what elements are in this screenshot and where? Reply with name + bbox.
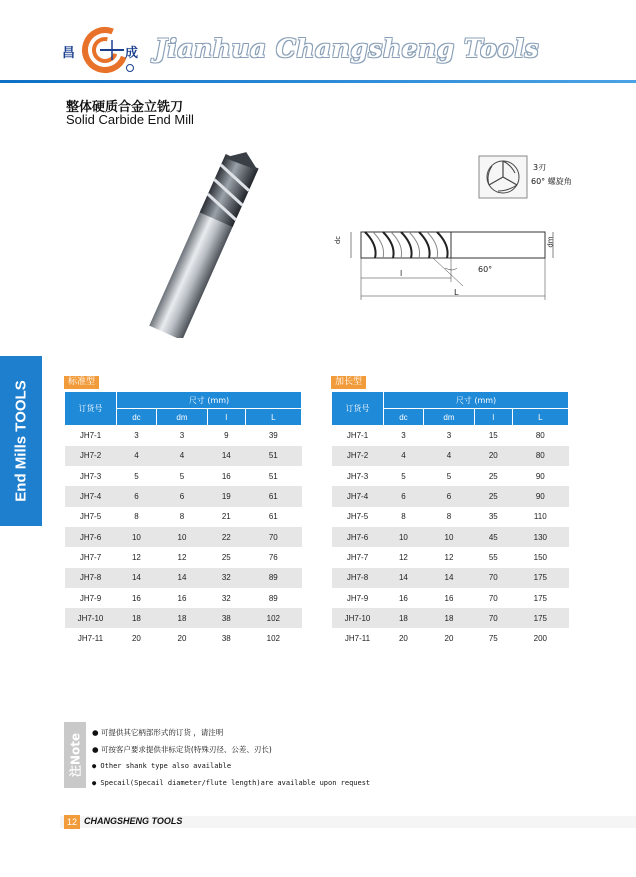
page-header xyxy=(0,0,636,84)
col-L-header: L xyxy=(245,409,301,426)
dimension-cell: 4 xyxy=(384,446,424,466)
col-order-header: 订货号 xyxy=(65,392,117,426)
dimension-cell: 70 xyxy=(245,527,301,547)
dimension-cell: 76 xyxy=(268,552,278,562)
dimension-cell: 8 xyxy=(134,512,139,522)
dimension-cell: 10 xyxy=(384,527,424,547)
table-standard xyxy=(64,391,302,649)
dimension-cell: 5 xyxy=(179,471,185,481)
dimension-cell: 8 xyxy=(401,512,406,522)
order-code-cell: JH7-9 xyxy=(79,593,102,603)
table-row xyxy=(332,507,569,527)
table-row xyxy=(332,588,569,608)
dimension-cell: 175 xyxy=(533,593,547,603)
note-line-2: ● 可按客户要求提供非标定货(特殊刃径、公差、刃长) xyxy=(92,745,272,754)
dimension-cell: 14 xyxy=(208,446,246,466)
order-code-cell: JH7-7 xyxy=(79,552,102,562)
note-tab-label: 注Note xyxy=(68,732,83,778)
dimension-cell: 38 xyxy=(208,608,246,628)
col-size-header: 尺寸 (mm) xyxy=(384,392,569,409)
table-row xyxy=(65,547,302,567)
dimension-cell: 51 xyxy=(245,446,301,466)
dimension-cell: 18 xyxy=(117,608,157,628)
dimension-cell: 5 xyxy=(446,471,452,481)
dimension-cell: 12 xyxy=(398,552,408,562)
dimension-cell: 110 xyxy=(533,512,547,522)
table-row xyxy=(332,466,569,486)
dimension-cell: 55 xyxy=(488,552,498,562)
table-row xyxy=(332,547,569,567)
dim-l-label: l xyxy=(400,269,403,278)
table-long-label: 加长型 xyxy=(331,376,366,389)
dimension-cell: 61 xyxy=(268,512,278,522)
logo-text-left: 昌 xyxy=(62,46,76,61)
page-title-en: Solid Carbide End Mill xyxy=(66,112,194,127)
col-dc-header: dc xyxy=(384,409,424,426)
col-dc-header: dc xyxy=(117,409,157,426)
dimension-cell: 200 xyxy=(533,634,547,644)
dimension-cell: 12 xyxy=(444,552,454,562)
table-row xyxy=(332,527,569,547)
dimension-cell: 80 xyxy=(512,446,568,466)
order-code-cell: JH7-6 xyxy=(65,527,117,547)
dimension-cell: 22 xyxy=(208,527,246,547)
col-l-header: l xyxy=(475,409,513,426)
dimension-cell: 3 xyxy=(179,431,185,441)
dimension-cell: 4 xyxy=(156,446,207,466)
dimension-cell: 8 xyxy=(446,512,452,522)
dimension-cell: 14 xyxy=(384,568,424,588)
dimension-cell: 51 xyxy=(268,471,278,481)
table-row xyxy=(65,608,302,628)
page-title-cn: 整体硬质合金立铣刀 xyxy=(66,100,184,115)
dimension-cell: 21 xyxy=(221,512,231,522)
order-code-cell: JH7-2 xyxy=(332,446,384,466)
order-code-cell: JH7-8 xyxy=(332,568,384,588)
dimension-cell: 102 xyxy=(266,634,280,644)
dimension-cell: 18 xyxy=(156,608,207,628)
dimension-cell: 5 xyxy=(134,471,139,481)
helix-angle-label: 60° 螺旋角 xyxy=(531,177,572,186)
order-code-cell: JH7-9 xyxy=(346,593,369,603)
dimension-cell: 20 xyxy=(398,634,408,644)
dimension-cell: 5 xyxy=(401,471,406,481)
dimension-cell: 89 xyxy=(268,593,278,603)
dimension-cell: 45 xyxy=(475,527,513,547)
order-code-cell: JH7-11 xyxy=(344,634,371,644)
order-code-cell: JH7-1 xyxy=(79,431,102,441)
col-dm-header: dm xyxy=(156,409,207,426)
flute-count-label: 3刃 xyxy=(533,163,547,172)
order-code-cell: JH7-2 xyxy=(65,446,117,466)
dimension-cell: 102 xyxy=(245,608,301,628)
dimension-cell: 80 xyxy=(535,431,545,441)
dimension-cell: 4 xyxy=(423,446,474,466)
table-row xyxy=(332,486,569,506)
dimension-cell: 90 xyxy=(535,471,545,481)
table-row xyxy=(332,628,569,648)
dim-dc-label: dc xyxy=(334,235,343,245)
dimension-cell: 10 xyxy=(117,527,157,547)
dimension-cell: 12 xyxy=(131,552,141,562)
dimension-cell: 70 xyxy=(475,568,513,588)
page-number: 12 xyxy=(64,815,80,829)
table-row xyxy=(65,507,302,527)
order-code-cell: JH7-10 xyxy=(332,608,384,628)
dimension-cell: 14 xyxy=(423,568,474,588)
dimension-cell: 6 xyxy=(384,486,424,506)
dimension-drawing xyxy=(333,218,563,308)
logo-text-right: 成 xyxy=(125,46,139,61)
footer-brand: CHANGSHENG TOOLS xyxy=(84,816,183,826)
col-size-header: 尺寸 (mm) xyxy=(117,392,302,409)
dimension-cell: 175 xyxy=(512,608,568,628)
dimension-cell: 16 xyxy=(444,593,454,603)
dimension-cell: 89 xyxy=(245,568,301,588)
dimension-cell: 16 xyxy=(177,593,187,603)
dimension-cell: 25 xyxy=(221,552,231,562)
dimension-cell: 18 xyxy=(384,608,424,628)
table-row xyxy=(65,486,302,506)
dimension-cell: 10 xyxy=(156,527,207,547)
table-long xyxy=(331,391,569,649)
dimension-cell: 6 xyxy=(423,486,474,506)
dimension-cell: 25 xyxy=(475,486,513,506)
dimension-cell: 25 xyxy=(488,471,498,481)
dimension-cell: 3 xyxy=(134,431,139,441)
note-line-1: ● 可提供其它柄部形式的订货 ，请注明 xyxy=(92,728,224,737)
dimension-cell: 70 xyxy=(475,608,513,628)
table-row xyxy=(65,466,302,486)
dimension-cell: 8 xyxy=(179,512,185,522)
order-code-cell: JH7-5 xyxy=(346,512,369,522)
order-code-cell: JH7-11 xyxy=(77,634,104,644)
cross-section-icon xyxy=(478,155,528,199)
header-divider xyxy=(0,80,636,83)
note-line-4: ● Specail(Specail diameter/flute length)are available upon request xyxy=(92,779,371,787)
order-code-cell: JH7-7 xyxy=(346,552,369,562)
table-row xyxy=(65,446,302,466)
dimension-cell: 130 xyxy=(512,527,568,547)
dimension-cell: 14 xyxy=(156,568,207,588)
order-code-cell: JH7-4 xyxy=(65,486,117,506)
dimension-cell: 20 xyxy=(131,634,141,644)
side-category-label: End Mills TOOLS xyxy=(12,380,30,502)
table-row xyxy=(65,588,302,608)
dimension-cell: 12 xyxy=(177,552,187,562)
dim-L-label: L xyxy=(454,288,459,297)
dimension-cell: 61 xyxy=(245,486,301,506)
dimension-cell: 35 xyxy=(488,512,498,522)
dimension-cell: 16 xyxy=(398,593,408,603)
dimension-cell: 150 xyxy=(533,552,547,562)
dimension-cell: 9 xyxy=(224,431,229,441)
table-row xyxy=(332,608,569,628)
end-mill-photo xyxy=(128,138,288,338)
col-L-header: L xyxy=(512,409,568,426)
table-row xyxy=(65,628,302,648)
table-row xyxy=(332,426,569,446)
dimension-cell: 16 xyxy=(131,593,141,603)
order-code-cell: JH7-8 xyxy=(65,568,117,588)
dimension-cell: 19 xyxy=(208,486,246,506)
order-code-cell: JH7-3 xyxy=(79,471,102,481)
dimension-cell: 75 xyxy=(488,634,498,644)
dimension-cell: 20 xyxy=(177,634,187,644)
dimension-cell: 32 xyxy=(208,568,246,588)
dimension-cell: 175 xyxy=(512,568,568,588)
table-standard-label: 标准型 xyxy=(64,376,99,389)
dimension-cell: 14 xyxy=(117,568,157,588)
dimension-cell: 20 xyxy=(475,446,513,466)
dimension-cell: 20 xyxy=(444,634,454,644)
order-code-cell: JH7-3 xyxy=(346,471,369,481)
dimension-cell: 3 xyxy=(401,431,406,441)
col-order-header: 订货号 xyxy=(332,392,384,426)
order-code-cell: JH7-5 xyxy=(79,512,102,522)
table-row xyxy=(332,446,569,466)
order-code-cell: JH7-10 xyxy=(65,608,117,628)
order-code-cell: JH7-6 xyxy=(332,527,384,547)
col-dm-header: dm xyxy=(423,409,474,426)
dimension-cell: 39 xyxy=(268,431,278,441)
table-row xyxy=(65,568,302,588)
dimension-cell: 16 xyxy=(221,471,231,481)
dimension-cell: 10 xyxy=(423,527,474,547)
dimension-cell: 6 xyxy=(156,486,207,506)
dimension-cell: 38 xyxy=(221,634,231,644)
col-l-header: l xyxy=(208,409,246,426)
table-row xyxy=(65,527,302,547)
order-code-cell: JH7-4 xyxy=(332,486,384,506)
dimension-cell: 18 xyxy=(423,608,474,628)
table-row xyxy=(332,568,569,588)
dimension-cell: 6 xyxy=(117,486,157,506)
dimension-cell: 32 xyxy=(221,593,231,603)
dim-dm-label: dm xyxy=(546,236,555,248)
note-line-3: ● Other shank type also available xyxy=(92,762,232,770)
dim-angle-label: 60° xyxy=(478,265,493,274)
dimension-cell: 3 xyxy=(446,431,452,441)
dimension-cell: 70 xyxy=(488,593,498,603)
table-row xyxy=(65,426,302,446)
dimension-cell: 90 xyxy=(512,486,568,506)
dimension-cell: 15 xyxy=(488,431,498,441)
dimension-cell: 4 xyxy=(117,446,157,466)
brand-title: Jianhua Changsheng Tools xyxy=(155,34,540,63)
order-code-cell: JH7-1 xyxy=(346,431,369,441)
